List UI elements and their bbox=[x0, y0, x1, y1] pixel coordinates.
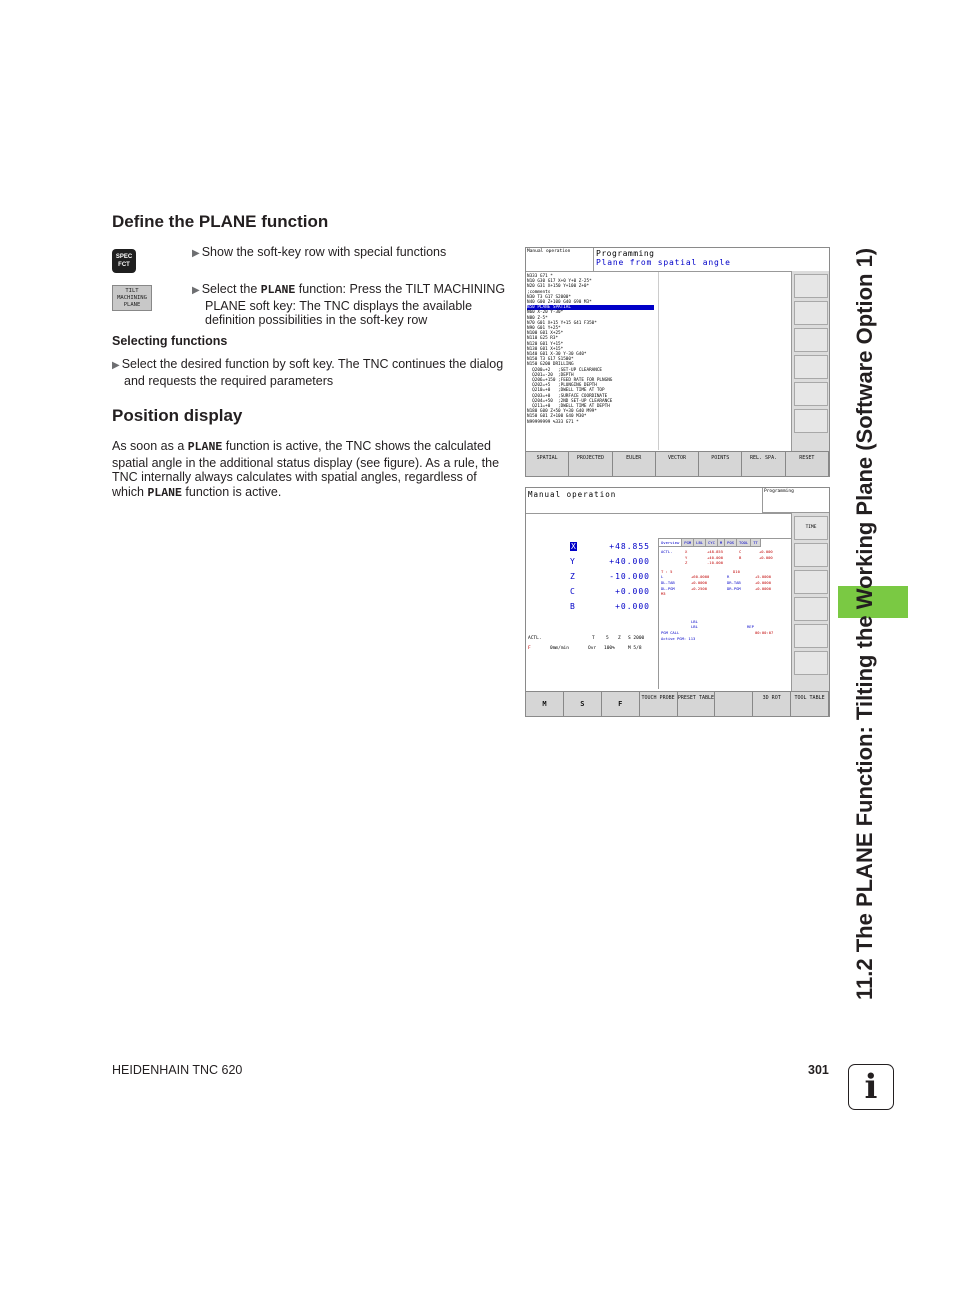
timer-value: 00:00:07 bbox=[755, 629, 774, 635]
main-area bbox=[526, 513, 791, 692]
right-title-box bbox=[762, 488, 829, 513]
program-line: Q204=+50 ;2ND SET-UP CLEARANCE bbox=[527, 398, 613, 404]
code-plane: PLANE bbox=[147, 486, 182, 500]
key-label: SPEC bbox=[115, 254, 133, 260]
axis-value: -10.000 bbox=[609, 572, 650, 581]
graphics-area bbox=[658, 272, 791, 450]
tool-dl-pgm: +0.2500 bbox=[691, 585, 708, 591]
softkey-preset-table[interactable]: PRESET TABLE bbox=[678, 692, 716, 717]
program-line: N40 G00 Z+100 G40 G90 M3* bbox=[527, 300, 592, 306]
tool-dr-pgm: +0.0000 bbox=[755, 585, 772, 591]
right-title: Programming bbox=[764, 489, 794, 494]
axis-value: +48.855 bbox=[609, 542, 650, 551]
program-line: Q202=+5 ;PLUNGING DEPTH bbox=[527, 383, 597, 389]
spec-fct-key-icon bbox=[112, 249, 136, 273]
para-text: function is active. bbox=[181, 484, 282, 499]
vertical-softkeys bbox=[791, 513, 830, 691]
step-2 bbox=[192, 282, 521, 328]
status-panel bbox=[658, 538, 792, 689]
program-line: N150 G200 DRILLING bbox=[527, 362, 574, 368]
step-2-text: function: Press the TILT MACHINING PLANE soft key: The TNC displays the available definition possibilities in the soft-key row bbox=[205, 282, 506, 327]
softkey-time[interactable]: TIME bbox=[794, 516, 828, 540]
side-softkey[interactable] bbox=[794, 624, 828, 648]
position-display-title: Position display bbox=[112, 406, 243, 425]
status-z: Z bbox=[618, 636, 621, 641]
side-softkey[interactable] bbox=[794, 355, 828, 379]
side-softkey[interactable] bbox=[794, 409, 828, 433]
section-title: Define the PLANE function bbox=[112, 212, 329, 231]
footer-left: HEIDENHAIN TNC 620 bbox=[112, 1063, 243, 1077]
pgm-call-label: PGM CALL bbox=[661, 629, 680, 635]
rep-label: REP bbox=[747, 624, 754, 630]
program-line: ;comments bbox=[527, 289, 551, 295]
status-tab[interactable]: Overview bbox=[659, 539, 682, 547]
status-s: 5 bbox=[606, 636, 609, 641]
screenshot-programming bbox=[525, 247, 830, 477]
status-details: ACTL. X +48.855 C +0.000 Y +40.000 B +0.000 Z -10.000 T : 5 D10 L +60.0000 R +5.0000 DL-TAB +0.0000 DR-TAB +0.0000 DL-PGM +0.2500 DR-PGM +0.0000 M3 LBL LBL REP PGM CALL 00:00:07 Active PGM: 113 bbox=[661, 549, 774, 641]
tool-dl-tab: +0.0000 bbox=[691, 579, 708, 585]
softkey-tool-table[interactable]: TOOL TABLE bbox=[791, 692, 829, 717]
tool-dr-tab: +0.0000 bbox=[755, 579, 772, 585]
tool-r: +5.0000 bbox=[755, 574, 772, 580]
program-line: N140 G01 X-30 Y-30 G40* bbox=[527, 352, 587, 358]
subsection-title: Selecting functions bbox=[112, 334, 228, 348]
axis-row bbox=[566, 602, 656, 617]
axis-row bbox=[566, 557, 656, 572]
key-label: FCT bbox=[118, 262, 130, 268]
status-tab[interactable]: CYC bbox=[706, 539, 718, 547]
status-m: M 5/8 bbox=[628, 646, 642, 651]
axis-value: +0.000 bbox=[615, 587, 650, 596]
position-display-paragraph bbox=[112, 439, 508, 501]
status-ovr-value: 100% bbox=[604, 646, 615, 651]
program-line: N150 T3 G17 S1500* bbox=[527, 357, 574, 363]
program-line: N30 T3 G17 S2000* bbox=[527, 294, 571, 300]
softkey-m[interactable]: M bbox=[526, 692, 564, 717]
softkey-rel-spa[interactable]: REL. SPA. bbox=[742, 452, 785, 477]
program-line: N80 Z-5* bbox=[527, 315, 548, 321]
title-box bbox=[593, 248, 829, 272]
status-tab[interactable]: TT bbox=[751, 539, 761, 547]
side-softkey[interactable] bbox=[794, 570, 828, 594]
program-line: N130 G01 X+15* bbox=[527, 346, 564, 352]
status-tab[interactable]: M bbox=[718, 539, 725, 547]
status-f: F bbox=[528, 646, 531, 651]
program-line: N10 G30 G17 X+0 Y+0 Z-25* bbox=[527, 279, 592, 285]
axis-label: Z bbox=[570, 572, 575, 581]
bullet-arrow-icon: ▶ bbox=[112, 360, 120, 371]
softkey-row bbox=[526, 451, 829, 477]
info-icon: i bbox=[848, 1064, 894, 1110]
tool-l: +60.0000 bbox=[691, 574, 710, 580]
program-line: N70 G01 X+15 Y+15 G41 F350* bbox=[527, 320, 597, 326]
actl-c: +0.000 bbox=[759, 549, 773, 554]
status-bar bbox=[528, 636, 645, 641]
running-header: 11.2 The PLANE Function: Tilting the Working Plane (Software Option 1) bbox=[852, 247, 877, 1000]
softkey-f[interactable]: F bbox=[602, 692, 640, 717]
side-softkey[interactable] bbox=[794, 382, 828, 406]
softkey-s[interactable]: S bbox=[564, 692, 602, 717]
actl-y: +40.000 bbox=[707, 554, 724, 560]
softkey-touch-probe[interactable]: TOUCH PROBE bbox=[640, 692, 678, 717]
side-softkey[interactable] bbox=[794, 651, 828, 675]
program-line: N180 G00 Z+50 Y+30 G40 M99* bbox=[527, 409, 597, 415]
softkey-3d-rot[interactable]: 3D ROT bbox=[753, 692, 791, 717]
step-2-text: Select the bbox=[201, 282, 261, 296]
code-plane: PLANE bbox=[260, 284, 296, 297]
softkey-vector[interactable]: VECTOR bbox=[656, 452, 699, 477]
status-tab[interactable]: POS bbox=[725, 539, 737, 547]
key-label: PLANE bbox=[123, 301, 141, 308]
status-tab[interactable]: LBL bbox=[694, 539, 706, 547]
bullet-arrow-icon: ▶ bbox=[192, 285, 200, 296]
bullet-arrow-icon: ▶ bbox=[192, 248, 200, 259]
code-plane: PLANE bbox=[187, 441, 223, 454]
program-line: N120 G01 Y+15* bbox=[527, 341, 564, 347]
program-line: N100 G01 X+25* bbox=[527, 331, 564, 337]
lbl-label: LBL bbox=[691, 618, 698, 624]
step-1-text: Show the soft-key row with special functions bbox=[201, 245, 447, 259]
side-softkey[interactable] bbox=[794, 274, 828, 298]
status-tab[interactable]: TOOL bbox=[737, 539, 751, 547]
program-line: Q200=+2 ;SET-UP CLEARANCE bbox=[527, 367, 603, 373]
program-line: N99999999 %333 G71 * bbox=[527, 419, 579, 425]
softkey-projected[interactable]: PROJECTED bbox=[569, 452, 612, 477]
softkey-row bbox=[526, 691, 829, 717]
actl-b: +0.000 bbox=[759, 554, 773, 560]
softkey-spatial[interactable]: SPATIAL bbox=[526, 452, 569, 477]
key-label: MACHINING bbox=[117, 294, 147, 301]
program-line: N60 X-20 Y-30* bbox=[527, 310, 564, 316]
softkey-reset[interactable]: RESET bbox=[786, 452, 829, 477]
tool-m: M3 bbox=[661, 591, 666, 597]
lbl-label: LBL bbox=[691, 624, 698, 630]
actl-z: -10.000 bbox=[707, 560, 724, 566]
step-1 bbox=[192, 245, 512, 262]
position-display bbox=[566, 542, 656, 617]
axis-row bbox=[566, 587, 656, 602]
side-softkey[interactable] bbox=[794, 543, 828, 567]
program-line: N333 G71 * bbox=[527, 274, 553, 279]
status-t: T bbox=[592, 636, 595, 641]
softkey-points[interactable]: POINTS bbox=[699, 452, 742, 477]
program-line: Q201=-20 ;DEPTH bbox=[527, 372, 574, 378]
para-text: As soon as a bbox=[112, 439, 188, 453]
screenshot-manual-operation bbox=[525, 487, 830, 717]
program-line: N90 G01 Y+25* bbox=[527, 326, 561, 332]
tool-d: D10 bbox=[733, 568, 740, 574]
tool-t: T : 5 bbox=[661, 568, 673, 574]
program-line: Q203=+0 ;SURFACE COORDINATE bbox=[527, 393, 608, 399]
vertical-softkeys bbox=[791, 271, 830, 451]
status-actl: ACTL. bbox=[528, 636, 542, 641]
side-softkey[interactable] bbox=[794, 301, 828, 325]
side-softkey[interactable] bbox=[794, 597, 828, 621]
axis-label: C bbox=[570, 587, 575, 596]
axis-label: X bbox=[571, 542, 576, 551]
status-tabs bbox=[659, 539, 792, 547]
actl-label: ACTL. bbox=[661, 549, 673, 554]
program-line: Q211=+0 ;DWELL TIME AT DEPTH bbox=[527, 404, 610, 410]
mode-label: Manual operation bbox=[528, 490, 617, 499]
page-number: 301 bbox=[808, 1063, 829, 1077]
program-line: N20 G31 X+150 Y+100 Z+0* bbox=[527, 284, 590, 290]
program-line: N50 PLANE SPATIAL bbox=[527, 305, 654, 310]
actl-x: +48.855 bbox=[707, 549, 724, 554]
axis-label: Y bbox=[570, 557, 575, 566]
status-tab[interactable]: PGM bbox=[682, 539, 694, 547]
program-line: N150 G01 Z+100 G40 M30* bbox=[527, 414, 587, 420]
program-line: Q206=+150 ;FEED RATE FOR PLNGNG bbox=[527, 378, 613, 384]
active-pgm: Active PGM: 113 bbox=[661, 635, 696, 641]
title-line-1: Programming bbox=[596, 249, 655, 258]
axis-value: +40.000 bbox=[609, 557, 650, 566]
selecting-text: Select the desired function by soft key. The TNC continues the dialog and requests the required parameters bbox=[121, 357, 504, 388]
key-label: TILT bbox=[125, 287, 139, 294]
status-f-value: 0mm/min bbox=[550, 646, 569, 651]
axis-row bbox=[566, 542, 656, 557]
status-s2: S 2000 bbox=[628, 636, 645, 641]
softkey-euler[interactable]: EULER bbox=[613, 452, 656, 477]
softkey-empty[interactable] bbox=[715, 692, 753, 717]
axis-label: B bbox=[570, 602, 575, 611]
axis-value: +0.000 bbox=[615, 602, 650, 611]
status-bar-2 bbox=[528, 646, 642, 651]
tilt-machining-plane-key-icon bbox=[112, 285, 152, 311]
axis-row bbox=[566, 572, 656, 587]
selecting-step bbox=[112, 357, 504, 388]
side-softkey[interactable] bbox=[794, 328, 828, 352]
program-line: N110 G25 R3* bbox=[527, 336, 559, 342]
mode-label: Manual operation bbox=[527, 249, 571, 254]
title-line-2: Plane from spatial angle bbox=[596, 258, 731, 267]
status-ovr: Ovr bbox=[588, 646, 597, 651]
program-line: Q210=+0 ;DWELL TIME AT TOP bbox=[527, 388, 605, 394]
para-text: function is active, the TNC shows the calculated spatial angle in the additional status display (see figure). As a rule, the TNC internally always calculates with spatial angles, regardless of which bbox=[112, 439, 500, 499]
